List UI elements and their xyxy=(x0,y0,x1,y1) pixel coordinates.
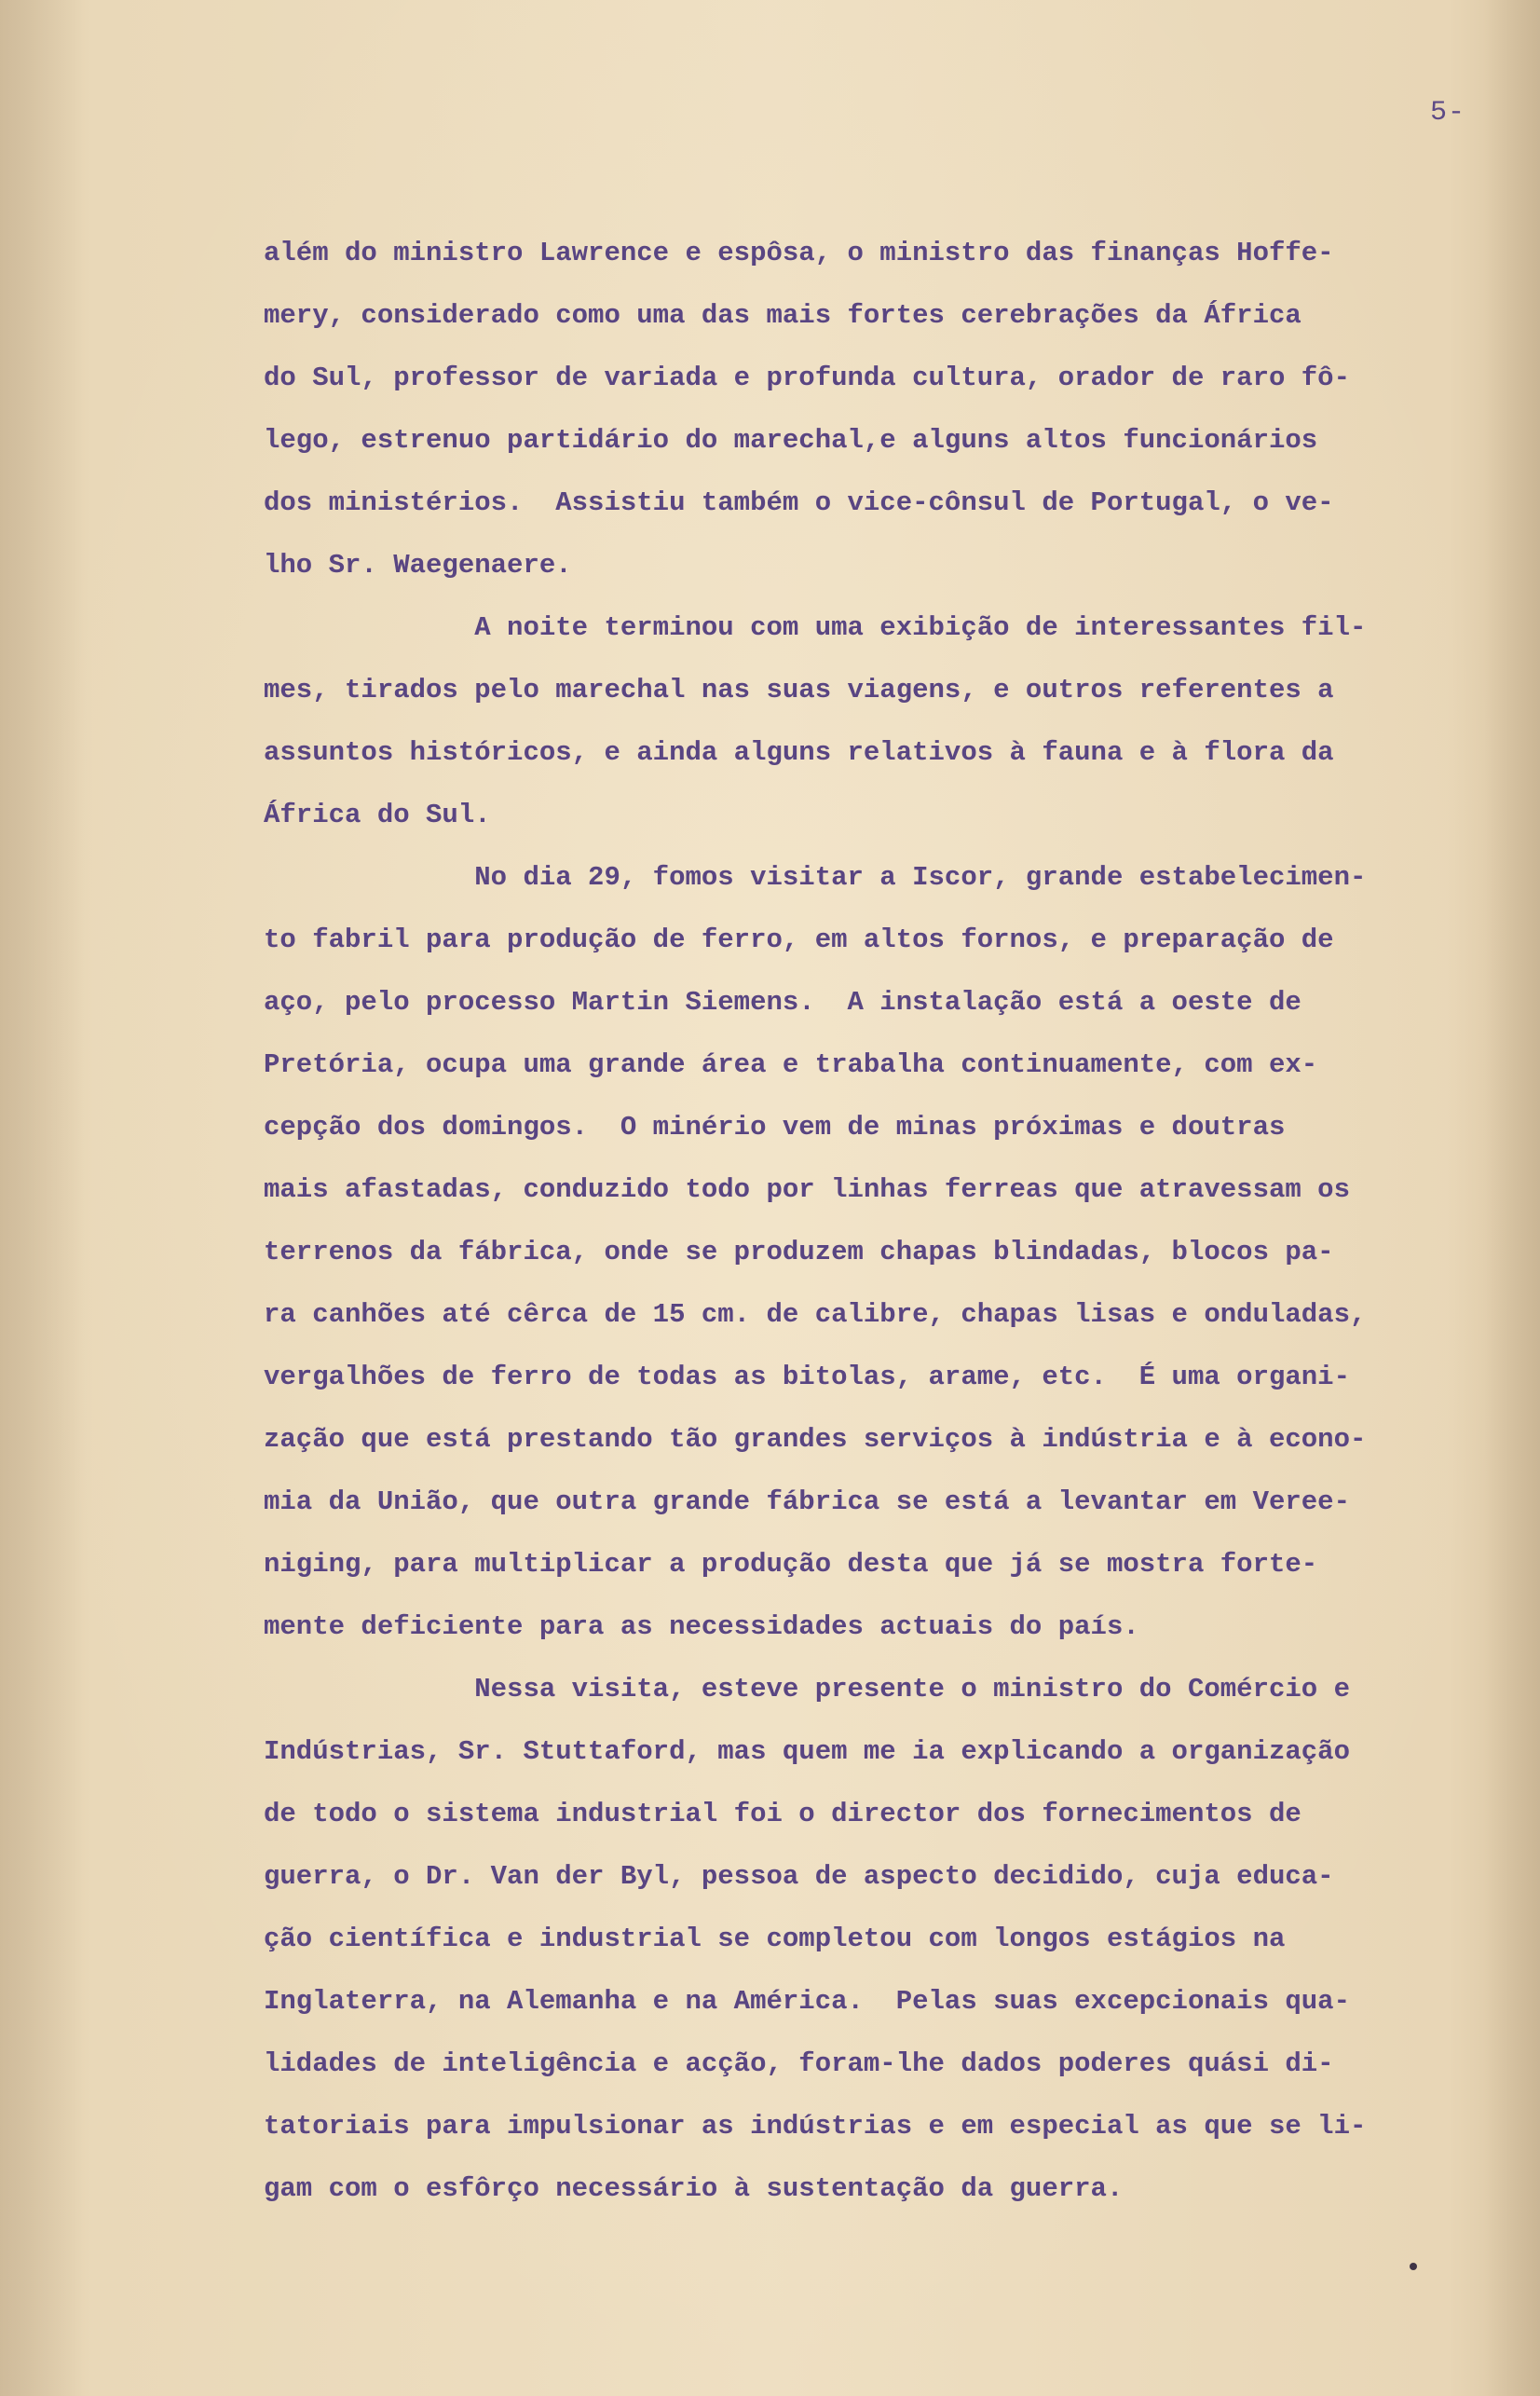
text-line: vergalhões de ferro de todas as bitolas, arame, etc. É uma organi- xyxy=(264,1362,1350,1392)
text-line: mais afastadas, conduzido todo por linhas ferreas que atravessam os xyxy=(264,1174,1350,1205)
paragraph-1 xyxy=(264,222,1512,596)
text-line: dos ministérios. Assistiu também o vice-cônsul de Portugal, o ve- xyxy=(264,487,1334,518)
text-line: ra canhões até cêrca de 15 cm. de calibre, chapas lisas e onduladas, xyxy=(264,1299,1367,1330)
text-line: aço, pelo processo Martin Siemens. A instalação está a oeste de xyxy=(264,987,1302,1018)
text-line: terrenos da fábrica, onde se produzem chapas blindadas, blocos pa- xyxy=(264,1237,1334,1267)
text-line: assuntos históricos, e ainda alguns relativos à fauna e à flora da xyxy=(264,737,1334,768)
text-line: ção científica e industrial se completou com longos estágios na xyxy=(264,1924,1286,1954)
text-line: niging, para multiplicar a produção desta que já se mostra forte- xyxy=(264,1549,1318,1580)
paragraph-2 xyxy=(264,596,1512,846)
text-line: Inglaterra, na Alemanha e na América. Pelas suas excepcionais qua- xyxy=(264,1986,1350,2017)
text-line: No dia 29, fomos visitar a Iscor, grande estabelecimen- xyxy=(264,862,1367,893)
text-line: além do ministro Lawrence e espôsa, o ministro das finanças Hoffe- xyxy=(264,238,1334,268)
text-line: de todo o sistema industrial foi o director dos fornecimentos de xyxy=(264,1799,1302,1829)
text-line: tatoriais para impulsionar as indústrias e em especial as que se li- xyxy=(264,2111,1367,2142)
paragraph-3 xyxy=(264,846,1512,1658)
text-line: mes, tirados pelo marechal nas suas viagens, e outros referentes a xyxy=(264,675,1334,705)
text-line: Nessa visita, esteve presente o ministro do Comércio e xyxy=(264,1674,1350,1705)
text-line: África do Sul. xyxy=(264,800,491,830)
text-line: mery, considerado como uma das mais fortes cerebrações da África xyxy=(264,300,1302,331)
text-line: mia da União, que outra grande fábrica se está a levantar em Veree- xyxy=(264,1486,1350,1517)
text-line: zação que está prestando tão grandes serviços à indústria e à econo- xyxy=(264,1424,1367,1455)
text-line: lidades de inteligência e acção, foram-lhe dados poderes quási di- xyxy=(264,2048,1334,2079)
text-line: gam com o esfôrço necessário à sustentação da guerra. xyxy=(264,2173,1124,2204)
paragraph-4 xyxy=(264,1658,1512,2220)
ink-dot xyxy=(1410,2263,1417,2270)
text-line: do Sul, professor de variada e profunda cultura, orador de raro fô- xyxy=(264,363,1350,393)
text-line: guerra, o Dr. Van der Byl, pessoa de aspecto decidido, cuja educa- xyxy=(264,1861,1334,1892)
text-line: Indústrias, Sr. Stuttaford, mas quem me ia explicando a organização xyxy=(264,1736,1350,1767)
text-line: mente deficiente para as necessidades actuais do país. xyxy=(264,1611,1139,1642)
document-body xyxy=(264,222,1512,2220)
text-line: lho Sr. Waegenaere. xyxy=(264,550,572,581)
text-line: A noite terminou com uma exibição de interessantes fil- xyxy=(264,612,1367,643)
text-line: lego, estrenuo partidário do marechal,e alguns altos funcionários xyxy=(264,425,1318,456)
text-line: to fabril para produção de ferro, em altos fornos, e preparação de xyxy=(264,924,1334,955)
text-line: cepção dos domingos. O minério vem de minas próximas e doutras xyxy=(264,1112,1286,1143)
text-line: Pretória, ocupa uma grande área e trabalha continuamente, com ex- xyxy=(264,1049,1318,1080)
page-number: 5- xyxy=(1429,97,1465,129)
